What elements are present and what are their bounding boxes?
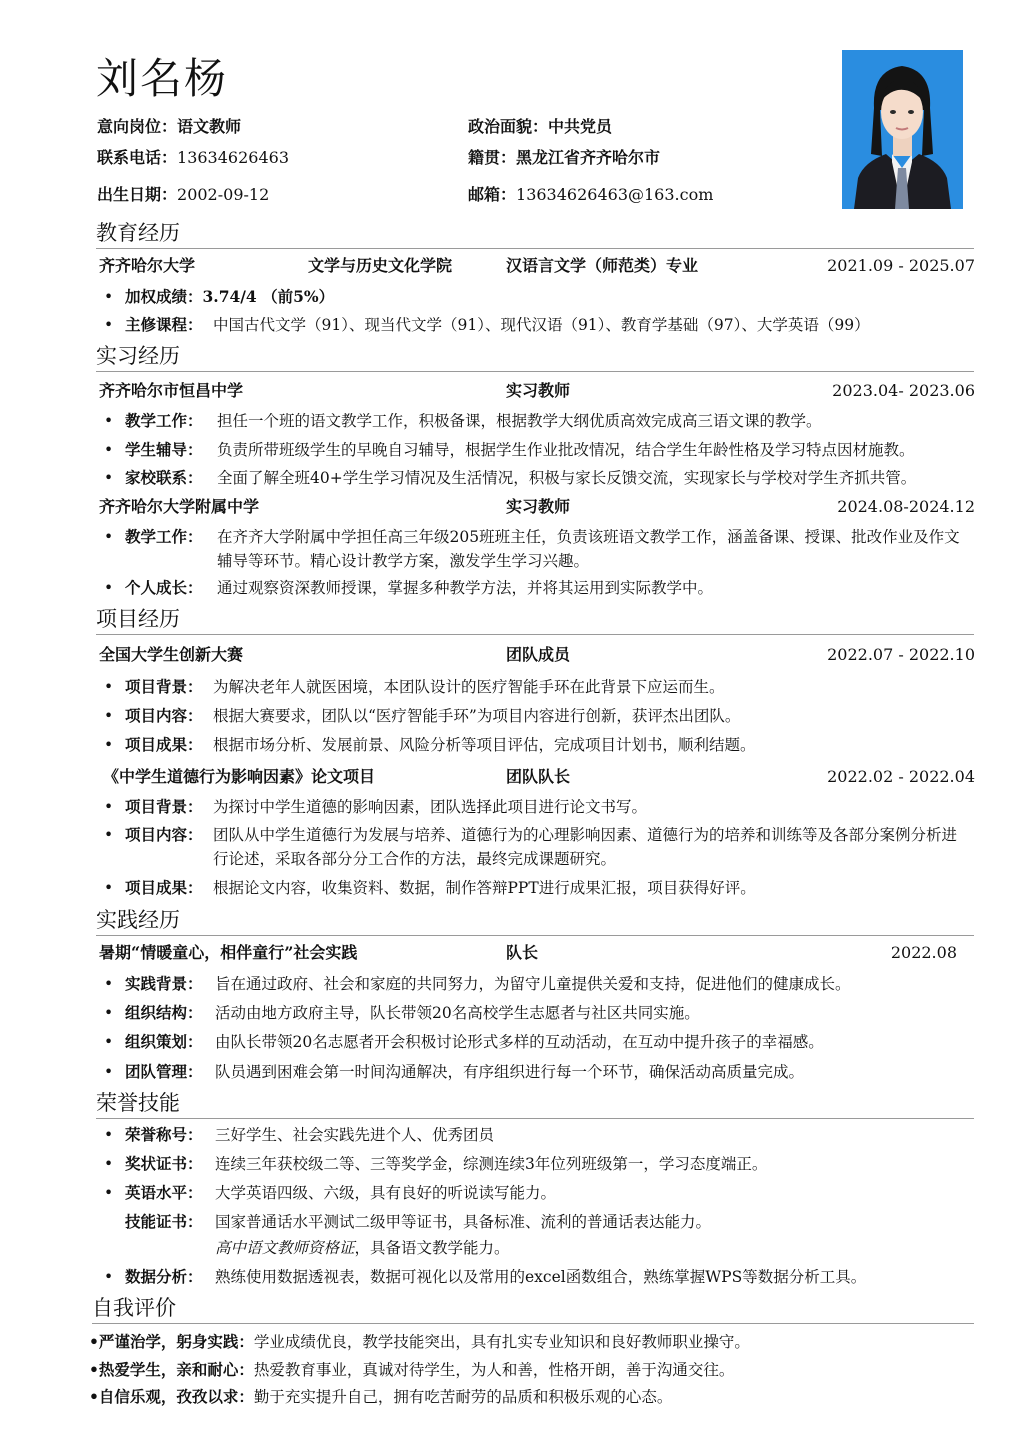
practice-row: 暑期“情暖童心，相伴童行”社会实践 队长 2022.08 — [99, 943, 957, 962]
political-status: 政治面貌：中共党员 — [468, 117, 613, 136]
bullet-icon: • — [104, 441, 114, 459]
hometown-info: 籍贯：黑龙江省齐齐哈尔市 — [468, 148, 661, 167]
section-internship — [96, 343, 974, 372]
bullet-icon: • — [104, 707, 114, 725]
section-title: 实习经历 — [96, 344, 180, 368]
education-row — [99, 255, 975, 277]
bullet-icon: • — [104, 1126, 114, 1144]
section-honors — [96, 1090, 974, 1119]
section-title: 实践经历 — [96, 908, 180, 932]
section-title: 项目经历 — [96, 607, 180, 631]
bullet-icon: • — [104, 678, 114, 696]
section-title: 教育经历 — [96, 221, 180, 245]
bullet-icon: • — [104, 579, 114, 597]
date-range: 2021.09 - 2025.07 — [827, 256, 975, 275]
bullet-icon: • — [104, 1184, 114, 1202]
bullet-icon: • — [104, 1155, 114, 1173]
section-practice — [96, 907, 974, 936]
profile-photo — [842, 50, 963, 209]
bullet-icon: • — [104, 316, 114, 334]
section-title: 自我评价 — [92, 1296, 176, 1320]
list-item: •热爱学生，亲和耐心：热爱教育事业，真诚对待学生，为人和善，性格开朗，善于沟通交往。 — [89, 1360, 735, 1379]
section-education — [96, 220, 974, 249]
section-title: 荣誉技能 — [96, 1091, 180, 1115]
email-info: 邮箱：13634626463@163.com — [468, 185, 714, 204]
bullet-icon: • — [104, 1063, 114, 1081]
bullet-icon: • — [104, 798, 114, 816]
bullet-icon: • — [104, 879, 114, 897]
list-item: •严谨治学，躬身实践：学业成绩优良，教学技能突出，具有扎实专业知识和良好教师职业操守。 — [89, 1332, 750, 1351]
list-item: •自信乐观，孜孜以求：勤于充实提升自己，拥有吃苦耐劳的品质和积极乐观的心态。 — [89, 1387, 673, 1406]
bullet-icon: • — [104, 1033, 114, 1051]
phone-info: 联系电话：13634626463 — [97, 148, 289, 167]
project-row: 《中学生道德行为影响因素》论文项目 团队队长 2022.02 - 2022.04 — [103, 767, 975, 786]
gpa-value: 3.74/4 （前5%） — [202, 287, 335, 306]
section-projects — [96, 606, 974, 635]
bullet-icon: • — [104, 826, 114, 844]
bullet-icon: • — [104, 1004, 114, 1022]
teacher-cert-name: 高中语文教师资格证 — [215, 1239, 355, 1257]
list-item: • 项目内容： 团队从中学生道德行为发展与培养、道德行为的心理影响因素、道德行为的培养和训练等及各部分案例分析进行论述，采取各部分分工合作的方法，最终完成课题研究。 — [104, 825, 958, 868]
bullet-icon: • — [104, 412, 114, 430]
bullet-icon: • — [104, 736, 114, 754]
school-name: 齐齐哈尔大学 — [99, 256, 196, 275]
internship-row: 齐齐哈尔大学附属中学 实习教师 2024.08-2024.12 — [99, 497, 975, 516]
job-intention: 意向岗位：语文教师 — [97, 117, 242, 136]
bullet-icon: • — [104, 528, 114, 546]
list-item: • 教学工作： 在齐齐大学附属中学担任高三年级205班班主任，负责该班语文教学工作，涵盖备课、授课、批改作业及作文辅导等环节。精心设计教学方案，激发学生学习兴趣。 — [104, 527, 960, 570]
list-item: 技能证书： 国家普通话水平测试二级甲等证书，具备标准、流利的普通话表达能力。 高中语文教师资格证，具备语文教学能力。 — [125, 1212, 712, 1257]
major-name: 汉语言文学（师范类）专业 — [506, 256, 699, 275]
bullet-icon: • — [104, 469, 114, 487]
bullet-icon: • — [104, 288, 114, 306]
bullet-icon: • — [104, 975, 114, 993]
birth-info: 出生日期：2002-09-12 — [97, 185, 270, 204]
candidate-name: 刘名杨 — [96, 54, 229, 103]
resume-page: 刘名杨 意向岗位：语文教师 政治面貌：中共党员 联系电话：13634626463 籍贯：黑龙江省齐齐哈尔市 出生日期：2002-09-12 邮箱：13634626463@163.com 教育经历 齐齐哈尔大学 文学与历史文化学院 汉语言文学（师范类）专业 2021.09 - 2025.07 • 加权成绩：3.74/4 （前5%） • 主修课程： 中国古代文学（91）、现当代文学（91）、现代汉语（91）、教育学基础（97）、大学英语（99） 实习经历 齐齐哈尔市恒昌中学 实习教师 2023.04- 2023.06 • 教学工作： 担任一个班的语文教学工作，积极备课，根据教学大纲优质高效完成高三语文课的教学。 • 学生辅导： 负责所带班级学生的早晚自习辅导，根据学生作业批改情况，结合学生年龄性格及学习特点因材施教。 • 家校联系： 全面了解全班40+学生学习情况及生活情况，积极与家长反馈交流，实现家长与学校对学生齐抓共管。 齐齐哈尔大学附属中学 实习教师 2024.08-2024.12 • 教学工作： 在齐齐大学附属中学担任高三年级205班班主任，负责该班语文教学工作，涵盖备课、授课、批改作业及作文辅导等环节。精心设计教学方案，激发学生学习兴趣。 • 个人成长： 通过观察资深教师授课，掌握多种教学方法，并将其运用到实际教学中。 项目经历 全国大学生创新大赛 团队成员 2022.07 - 2022.10 • 项目背景： 为解决老年人就医困境，本团队设计的医疗智能手环在此背景下应运而生。 • 项目内容： 根据大赛要求，团队以“医疗智能手环”为项目内容进行创新，获评杰出团队。 • 项目成果： 根据市场分析、发展前景、风险分析等项目评估，完成项目计划书，顺利结题。 《中学生道德行为影响因素》论文项目 团队队长 2022.02 - 2022.04 • 项目背景： 为探讨中学生道德的影响因素，团队选择此项目进行论文书写。 • 项目内容： 团队从中学生道德行为发展与培养、道德行为的心理影响因素、道德行为的培养和训练等及各部分案例分析进行论述，采取各部分分工合作的方法，最终完成课题研究。 • 项目成果： 根据论文内容，收集资料、数据，制作答辩PPT进行成果汇报，项目获得好评。 实践经历 暑期“情暖童心，相伴童行”社会实践 队长 2022.08 • 实践背景： 旨在通过政府、社会和家庭的共同努力，为留守儿童提供关爱和支持，促进他们的健康成长。 • 组织结构： 活动由地方政府主导，队长带领20名高校学生志愿者与社区共同实施。 • 组织策划： 由队长带领20名志愿者开会积极讨论形式多样的互动活动，在互动中提升孩子的幸福感。 • 团队管理： 队员遇到困难会第一时间沟通解决，有序组织进行每一个环节，确保活动高质量完成。 荣誉技能 • 荣誉称号： 三好学生、社会实践先进个人、优秀团员 • 奖状证书： 连续三年获校级二等、三等奖学金，综测连续3年位列班级第一，学习态度端正。 • 英语水平： 大学英语四级、六级，具有良好的听说读写能力。 技能证书： 国家普通话水平测试二级甲等证书，具备标准、流利的普通话表达能力。 高中语文教师资格证，具备语文教学能力。 • 数据分析： 熟练使用数据透视表，数据可视化以及常用的excel函数组合，熟练掌握WPS等数据分析工具。 自我评价 •严谨治学，躬身实践：学业成绩优良，教学技能突出，具有扎实专业知识和良好教师职业操守。 •热爱学生，亲和耐心：热爱教育事业，真诚对待学生，为人和善，性格开朗，善于沟通交往。 •自信乐观，孜孜以求：勤于充实提升自己，拥有吃苦耐劳的品质和积极乐观的心态。 — [0, 0, 1031, 1440]
section-self-evaluation — [92, 1295, 974, 1324]
bullet-icon: • — [104, 1268, 114, 1286]
college-name: 文学与历史文化学院 — [308, 256, 453, 275]
internship-row: 齐齐哈尔市恒昌中学 实习教师 2023.04- 2023.06 — [99, 381, 975, 400]
project-row: 全国大学生创新大赛 团队成员 2022.07 - 2022.10 — [99, 645, 975, 664]
